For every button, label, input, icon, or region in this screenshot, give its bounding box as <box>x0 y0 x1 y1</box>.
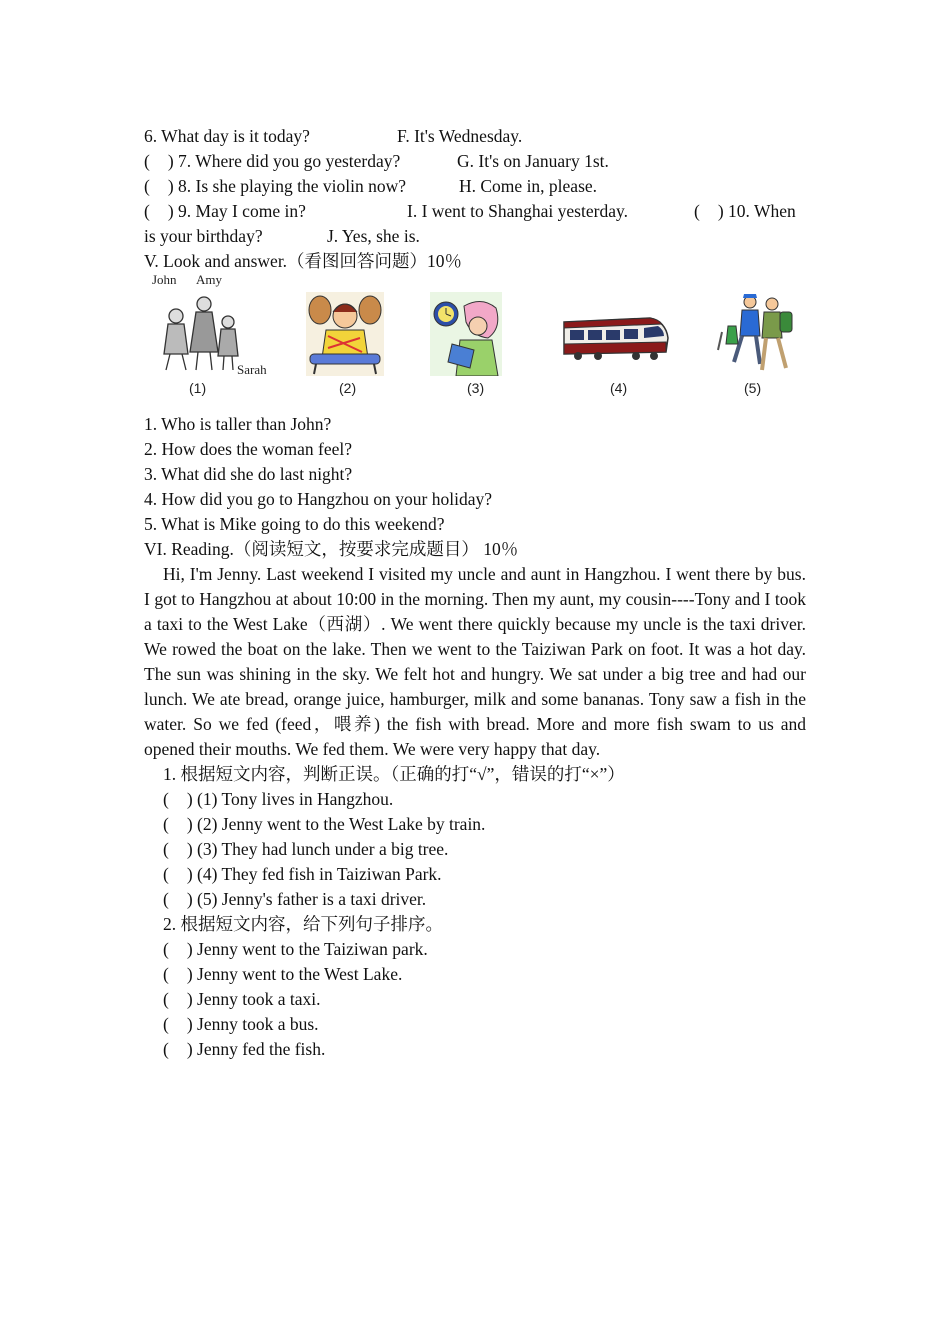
answer-j: J. Yes, she is. <box>327 226 420 246</box>
true-false-item-5: ( ) (5) Jenny's father is a taxi driver. <box>163 889 427 909</box>
true-false-item-1: ( ) (1) Tony lives in Hangzhou. <box>163 789 394 809</box>
caption-5: (5) <box>744 380 762 396</box>
answer-h: H. Come in, please. <box>459 176 598 196</box>
order-item-4: ( ) Jenny took a bus. <box>163 1014 319 1034</box>
paren-open: ( <box>144 176 150 196</box>
children-picture <box>158 290 242 376</box>
answer-f: F. It's Wednesday. <box>397 126 523 146</box>
true-false-item-2: ( ) (2) Jenny went to the West Lake by train. <box>163 814 486 834</box>
paren-close: ) <box>167 201 174 221</box>
order-item-1: ( ) Jenny went to the Taiziwan park. <box>163 939 428 959</box>
true-false-item-4: ( ) (4) They fed fish in Taiziwan Park. <box>163 864 442 884</box>
look-question-2: 2. How does the woman feel? <box>144 439 352 459</box>
caption-3: (3) <box>467 380 485 396</box>
label-sarah: Sarah <box>237 362 267 377</box>
section-6-heading: VI. Reading.（阅读短文，按要求完成题目） 10％ <box>144 539 519 559</box>
look-question-5: 5. What is Mike going to do this weekend? <box>144 514 445 534</box>
match-row-6 <box>144 124 806 149</box>
look-question-1: 1. Who is taller than John? <box>144 414 332 434</box>
question-9: 9. May I come in? <box>178 201 306 221</box>
paren-open: ( <box>144 151 150 171</box>
caption-2: (2) <box>339 380 357 396</box>
look-question-3: 3. What did she do last night? <box>144 464 353 484</box>
order-item-3: ( ) Jenny took a taxi. <box>163 989 321 1009</box>
question-6: 6. What day is it today? <box>144 126 310 146</box>
picture-row <box>144 274 806 412</box>
worksheet-page <box>144 124 806 1062</box>
task-1-instruction: 1. 根据短文内容，判断正误。（正确的打“√”，错误的打“×”） <box>163 764 625 784</box>
paren-open: ( <box>144 201 150 221</box>
reading-passage: Hi, I'm Jenny. Last weekend I visited my uncle and aunt in Hangzhou. I went there by bus. I got to Hangzhou at about 10:00 in the morning. Then my aunt, my cousin----Tony and I took a taxi to the West Lake（西湖）. We went there quickly because my uncle is the taxi driver. We rowed the boat on the lake. Then we went to the Taiziwan Park on foot. It was a hot day. The sun was shining in the sky. We felt hot and hungry. We sat under a big tree and had our lunch. We ate bread, orange juice, hamburger, milk and some bananas. Tony saw a fish in the water. So we fed (feed，喂养) the fish with bread. More and more fish swam to us and opened their mouths. We fed them. We were very happy that day. <box>144 564 806 759</box>
train-picture <box>558 308 670 364</box>
question-10-end: is your birthday? <box>144 226 263 246</box>
paren-close: ) <box>167 151 174 171</box>
answer-g: G. It's on January 1st. <box>457 151 609 171</box>
hikers-picture <box>716 292 796 376</box>
match-row-7 <box>144 149 806 174</box>
caption-1: (1) <box>189 380 207 396</box>
question-7: 7. Where did you go yesterday? <box>178 151 401 171</box>
match-row-8 <box>144 174 806 199</box>
reading-woman-picture <box>430 292 502 376</box>
match-row-9 <box>144 199 806 224</box>
question-8: 8. Is she playing the violin now? <box>178 176 406 196</box>
look-question-4: 4. How did you go to Hangzhou on your holiday? <box>144 489 493 509</box>
label-amy: Amy <box>196 272 222 287</box>
true-false-item-3: ( ) (3) They had lunch under a big tree. <box>163 839 449 859</box>
caption-4: (4) <box>610 380 628 396</box>
task-2-instruction: 2. 根据短文内容，给下列句子排序。 <box>163 914 443 934</box>
section-5-heading: V. Look and answer.（看图回答问题）10％ <box>144 251 463 271</box>
order-item-5: ( ) Jenny fed the fish. <box>163 1039 326 1059</box>
match-row-10 <box>144 224 806 249</box>
label-john: John <box>152 272 177 287</box>
answer-i: I. I went to Shanghai yesterday. <box>407 201 628 221</box>
order-item-2: ( ) Jenny went to the West Lake. <box>163 964 403 984</box>
paren-close: ) <box>167 176 174 196</box>
question-10-start: ( ) 10. When <box>694 201 796 221</box>
tired-woman-picture <box>306 292 384 376</box>
